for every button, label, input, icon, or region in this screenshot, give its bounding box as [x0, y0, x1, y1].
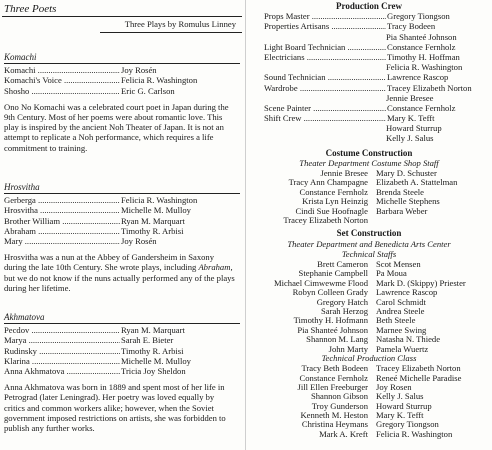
play-title: Komachi [4, 52, 240, 64]
staff-name: Scot Mensen [376, 259, 421, 269]
description-text: , but we do not know if the nuns actually performed any of the plays during her lifetime. [4, 262, 235, 293]
staff-name: Pia Shanteé Johnson [297, 324, 368, 335]
actor-name: Timothy R. Arbisi [121, 345, 184, 356]
staff-name: Carol Schmidt [376, 296, 426, 307]
crew-row [246, 11, 492, 21]
staff-name: Troy Gunderson [311, 400, 368, 411]
play-akhmatova [4, 312, 240, 433]
crew-role: Props Master ..... [264, 11, 414, 21]
set-title: Set Construction [336, 228, 402, 239]
staff-name: Reneé Michelle Paradise [376, 372, 462, 383]
staff-name: Tracey Elizabeth Norton [376, 363, 461, 374]
role-name: Pecdov ..... [4, 325, 120, 335]
header-rule [2, 16, 242, 17]
technical-staff [246, 259, 492, 353]
crew-member: Constance Fernholz [387, 102, 456, 113]
staff-name: Kenneth M. Heston [300, 410, 368, 421]
role-name: Shosho ..... [4, 86, 120, 96]
role-name: Brother William ..... [4, 216, 120, 226]
crew-role: Properties Artisans ..... [264, 21, 414, 31]
name-row [246, 297, 492, 306]
crew-list [246, 11, 492, 143]
play-description [4, 252, 240, 293]
play-description: Anna Akhmatova was born in 1889 and spent most of her life in Petrograd (later Leningrad). Her poetry was loved equally by critics and common workers alike; however, when the Soviet government imposed restrictions on artists, she was forbidden to publish any further works. [4, 382, 226, 433]
crew-row [246, 42, 492, 52]
program-subtitle: Three Plays by Romulus Linney [124, 19, 236, 29]
crew-member: Tracey Elizabeth Norton [387, 82, 472, 93]
role-name: Anna Akhmatova ..... [4, 366, 120, 376]
name-row [246, 373, 492, 382]
role-name: Klarina ..... [4, 356, 120, 366]
cast-row [4, 205, 240, 215]
staff-name: Michael Cimwewme Flood [273, 277, 368, 288]
cast-row [4, 366, 240, 376]
staff-name: Stephanie Campbell [298, 268, 368, 279]
crew-row [246, 32, 492, 42]
crew-member: Constance Fernholz [387, 41, 456, 52]
play-title: Akhmatova [4, 312, 240, 324]
actor-name: Sarah E. Bieter [121, 335, 174, 346]
set-section [246, 228, 492, 438]
staff-name: Mark D. (Skippy) Priester [376, 277, 466, 288]
crew-row [246, 83, 492, 93]
staff-name: Christina Heymans [301, 419, 368, 430]
staff-name: John Marty [328, 343, 368, 354]
costume-staff [246, 168, 492, 224]
role-name: Gerberga ..... [4, 195, 120, 205]
costume-title: Costume Construction [325, 147, 413, 158]
staff-name: Tracy Ann Champagne [288, 177, 368, 188]
crew-member: Lawrence Rascop [387, 72, 449, 83]
cast-row [4, 356, 240, 366]
staff-name: Howard Sturrup [376, 400, 432, 411]
crew-member: Mary K. Tefft [387, 113, 435, 124]
name-row [246, 259, 492, 268]
costume-section [246, 148, 492, 225]
actor-name: Joy Rosén [121, 65, 157, 76]
cast-row [4, 325, 240, 335]
role-name: Hrosvitha ..... [4, 205, 120, 215]
role-name: Abraham ..... [4, 226, 120, 236]
production-class-label: Technical Production Class [321, 352, 417, 363]
cast-row [4, 226, 240, 236]
set-subtitle: Theater Department and Benedicta Arts Center [287, 238, 451, 249]
crew-row [246, 62, 492, 72]
crew-row [246, 113, 492, 123]
staff-name: Joy Rosen [376, 381, 412, 392]
cast-row [4, 86, 240, 96]
cast-row [4, 346, 240, 356]
play-description: Ono No Komachi was a celebrated court poet in Japan during the 9th Century. Most of her poems were about romantic love. This play is inspired by the ancient Noh Theater of Japan. It is not an attempt to replicate a Noh performance, which requires a life commitment to training. [4, 101, 229, 153]
name-row [246, 382, 492, 391]
name-row [246, 325, 492, 334]
actor-name: Felicia R. Washington [121, 75, 198, 86]
description-text: Hrosvitha was a nun at the Abbey of Gandersheim in Saxony during the late 10th Century. She wrote plays, including [4, 252, 215, 273]
staff-name: Krista Lyn Heinzig [302, 196, 368, 207]
staff-name: Michelle Stephens [376, 196, 440, 207]
cast-row [4, 75, 240, 85]
subtitle-rule [100, 32, 242, 33]
actor-name: Timothy R. Arbisi [121, 225, 184, 236]
play-hrosvitha [4, 182, 240, 293]
staff-name: Pa Moua [376, 268, 407, 279]
staff-name: Brett Cameron [317, 259, 368, 269]
name-row [246, 306, 492, 315]
technical-staffs-label: Technical Staffs [341, 248, 397, 259]
name-row [246, 391, 492, 400]
staff-name: Cindi Sue Hoofnagle [295, 205, 368, 216]
crew-row [246, 123, 492, 133]
crew-role: Wardrobe ..... [264, 83, 414, 93]
crew-member: Felicia R. Washington [386, 62, 463, 73]
staff-name: Brenda Steele [376, 186, 424, 197]
staff-name: Marnee Swing [376, 324, 427, 335]
program-header [2, 0, 242, 20]
name-row [246, 168, 492, 177]
staff-name: Tracy Beth Bodeen [301, 363, 368, 374]
staff-name: Kelly J. Salus [376, 391, 424, 402]
name-row [246, 401, 492, 410]
crew-row [246, 133, 492, 143]
staff-name: Natasha N. Thiede [376, 334, 441, 345]
cast-row [4, 236, 240, 246]
crew-member: Howard Sturrup [386, 123, 442, 134]
name-row [246, 315, 492, 324]
production-class [246, 363, 492, 438]
staff-name: Gregory Hatch [316, 296, 368, 307]
staff-name: Constance Fernholz [299, 186, 368, 197]
staff-name: Lawrence Rascop [376, 287, 438, 298]
staff-name: Andrea Steele [376, 305, 425, 316]
cast-row [4, 65, 240, 75]
crew-role: Electricians ..... [264, 52, 414, 62]
staff-name: Pamela Wuertz [376, 343, 429, 354]
role-name: Komachi ..... [4, 65, 120, 75]
staff-name: Constance Fernholz [299, 372, 368, 383]
name-row [246, 410, 492, 419]
name-row [246, 196, 492, 205]
crew-role: Light Board Technician ..... [264, 42, 414, 52]
actor-name: Eric G. Carlson [121, 85, 175, 96]
crew-member: Tracy Bodeen [387, 21, 436, 32]
actor-name: Ryan M. Marquart [121, 325, 185, 336]
name-row [246, 419, 492, 428]
actor-name: Felicia R. Washington [121, 195, 198, 206]
role-name: Komachi's Voice ..... [4, 75, 120, 85]
staff-name: Elizabeth A. Stattelman [376, 177, 458, 188]
cast-row [4, 216, 240, 226]
name-row [246, 334, 492, 343]
crew-title: Production Crew [336, 1, 402, 11]
play-reference: Abraham [198, 262, 231, 273]
crew-row [246, 21, 492, 31]
actor-name: Michelle M. Mulloy [121, 355, 191, 366]
crew-member: Gregory Tiongson [387, 11, 450, 22]
staff-name: Tracey Elizabeth Norton [283, 215, 368, 225]
crew-member: Timothy H. Hoffman [387, 51, 460, 62]
actor-name: Tricia Joy Sheldon [121, 365, 186, 376]
name-row [246, 268, 492, 277]
name-row [246, 363, 492, 372]
name-row [246, 177, 492, 186]
staff-name: Jennie Bresee [320, 168, 368, 179]
staff-name: Shannon Gibson [310, 391, 368, 402]
name-row [246, 206, 492, 215]
staff-name: Mark A. Kreft [319, 428, 368, 439]
program-title: Three Poets [4, 3, 57, 15]
crew-row [246, 72, 492, 82]
actor-name: Michelle M. Mulloy [121, 205, 191, 216]
cast-row [4, 195, 240, 205]
crew-row [246, 52, 492, 62]
staff-name: Felicia R. Washington [376, 428, 453, 439]
role-name: Rudinsky ..... [4, 346, 120, 356]
crew-role: Sound Technician ..... [264, 72, 414, 82]
crew-row [246, 103, 492, 113]
costume-subtitle: Theater Department Costume Shop Staff [299, 157, 439, 168]
play-title: Hrosvitha [4, 182, 240, 194]
crew-role: Scene Painter ..... [264, 103, 414, 113]
cast-row [4, 335, 240, 345]
staff-name: Mary K. Tefft [376, 410, 424, 421]
name-row [246, 287, 492, 296]
staff-name: Gregory Tiongson [376, 419, 439, 430]
staff-name: Mary D. Schuster [376, 168, 437, 179]
staff-name: Timothy H. Hofmann [293, 315, 368, 326]
staff-name: Barbara Weber [376, 205, 428, 216]
name-row [246, 187, 492, 196]
name-row [246, 429, 492, 438]
crew-member: Pia Shanteé Johnson [386, 31, 457, 42]
crew-member: Kelly J. Salus [386, 133, 434, 144]
staff-name: Sarah Herzog [320, 305, 368, 316]
play-komachi [4, 52, 240, 153]
right-page [246, 0, 492, 450]
actor-name: Joy Rosén [121, 235, 157, 246]
staff-name: Shannon M. Lang [306, 334, 368, 345]
crew-role: Shift Crew ..... [264, 113, 414, 123]
name-row [246, 215, 492, 224]
name-row [246, 344, 492, 353]
staff-name: Beth Steele [376, 315, 416, 326]
staff-name: Jill Ellen Freeburger [297, 381, 368, 392]
actor-name: Ryan M. Marquart [121, 215, 185, 226]
staff-name: Robyn Colleen Grady [292, 287, 368, 298]
name-row [246, 278, 492, 287]
crew-member: Jennie Bresee [386, 92, 434, 103]
crew-row [246, 93, 492, 103]
role-name: Marya ..... [4, 335, 120, 345]
role-name: Mary ..... [4, 236, 120, 246]
